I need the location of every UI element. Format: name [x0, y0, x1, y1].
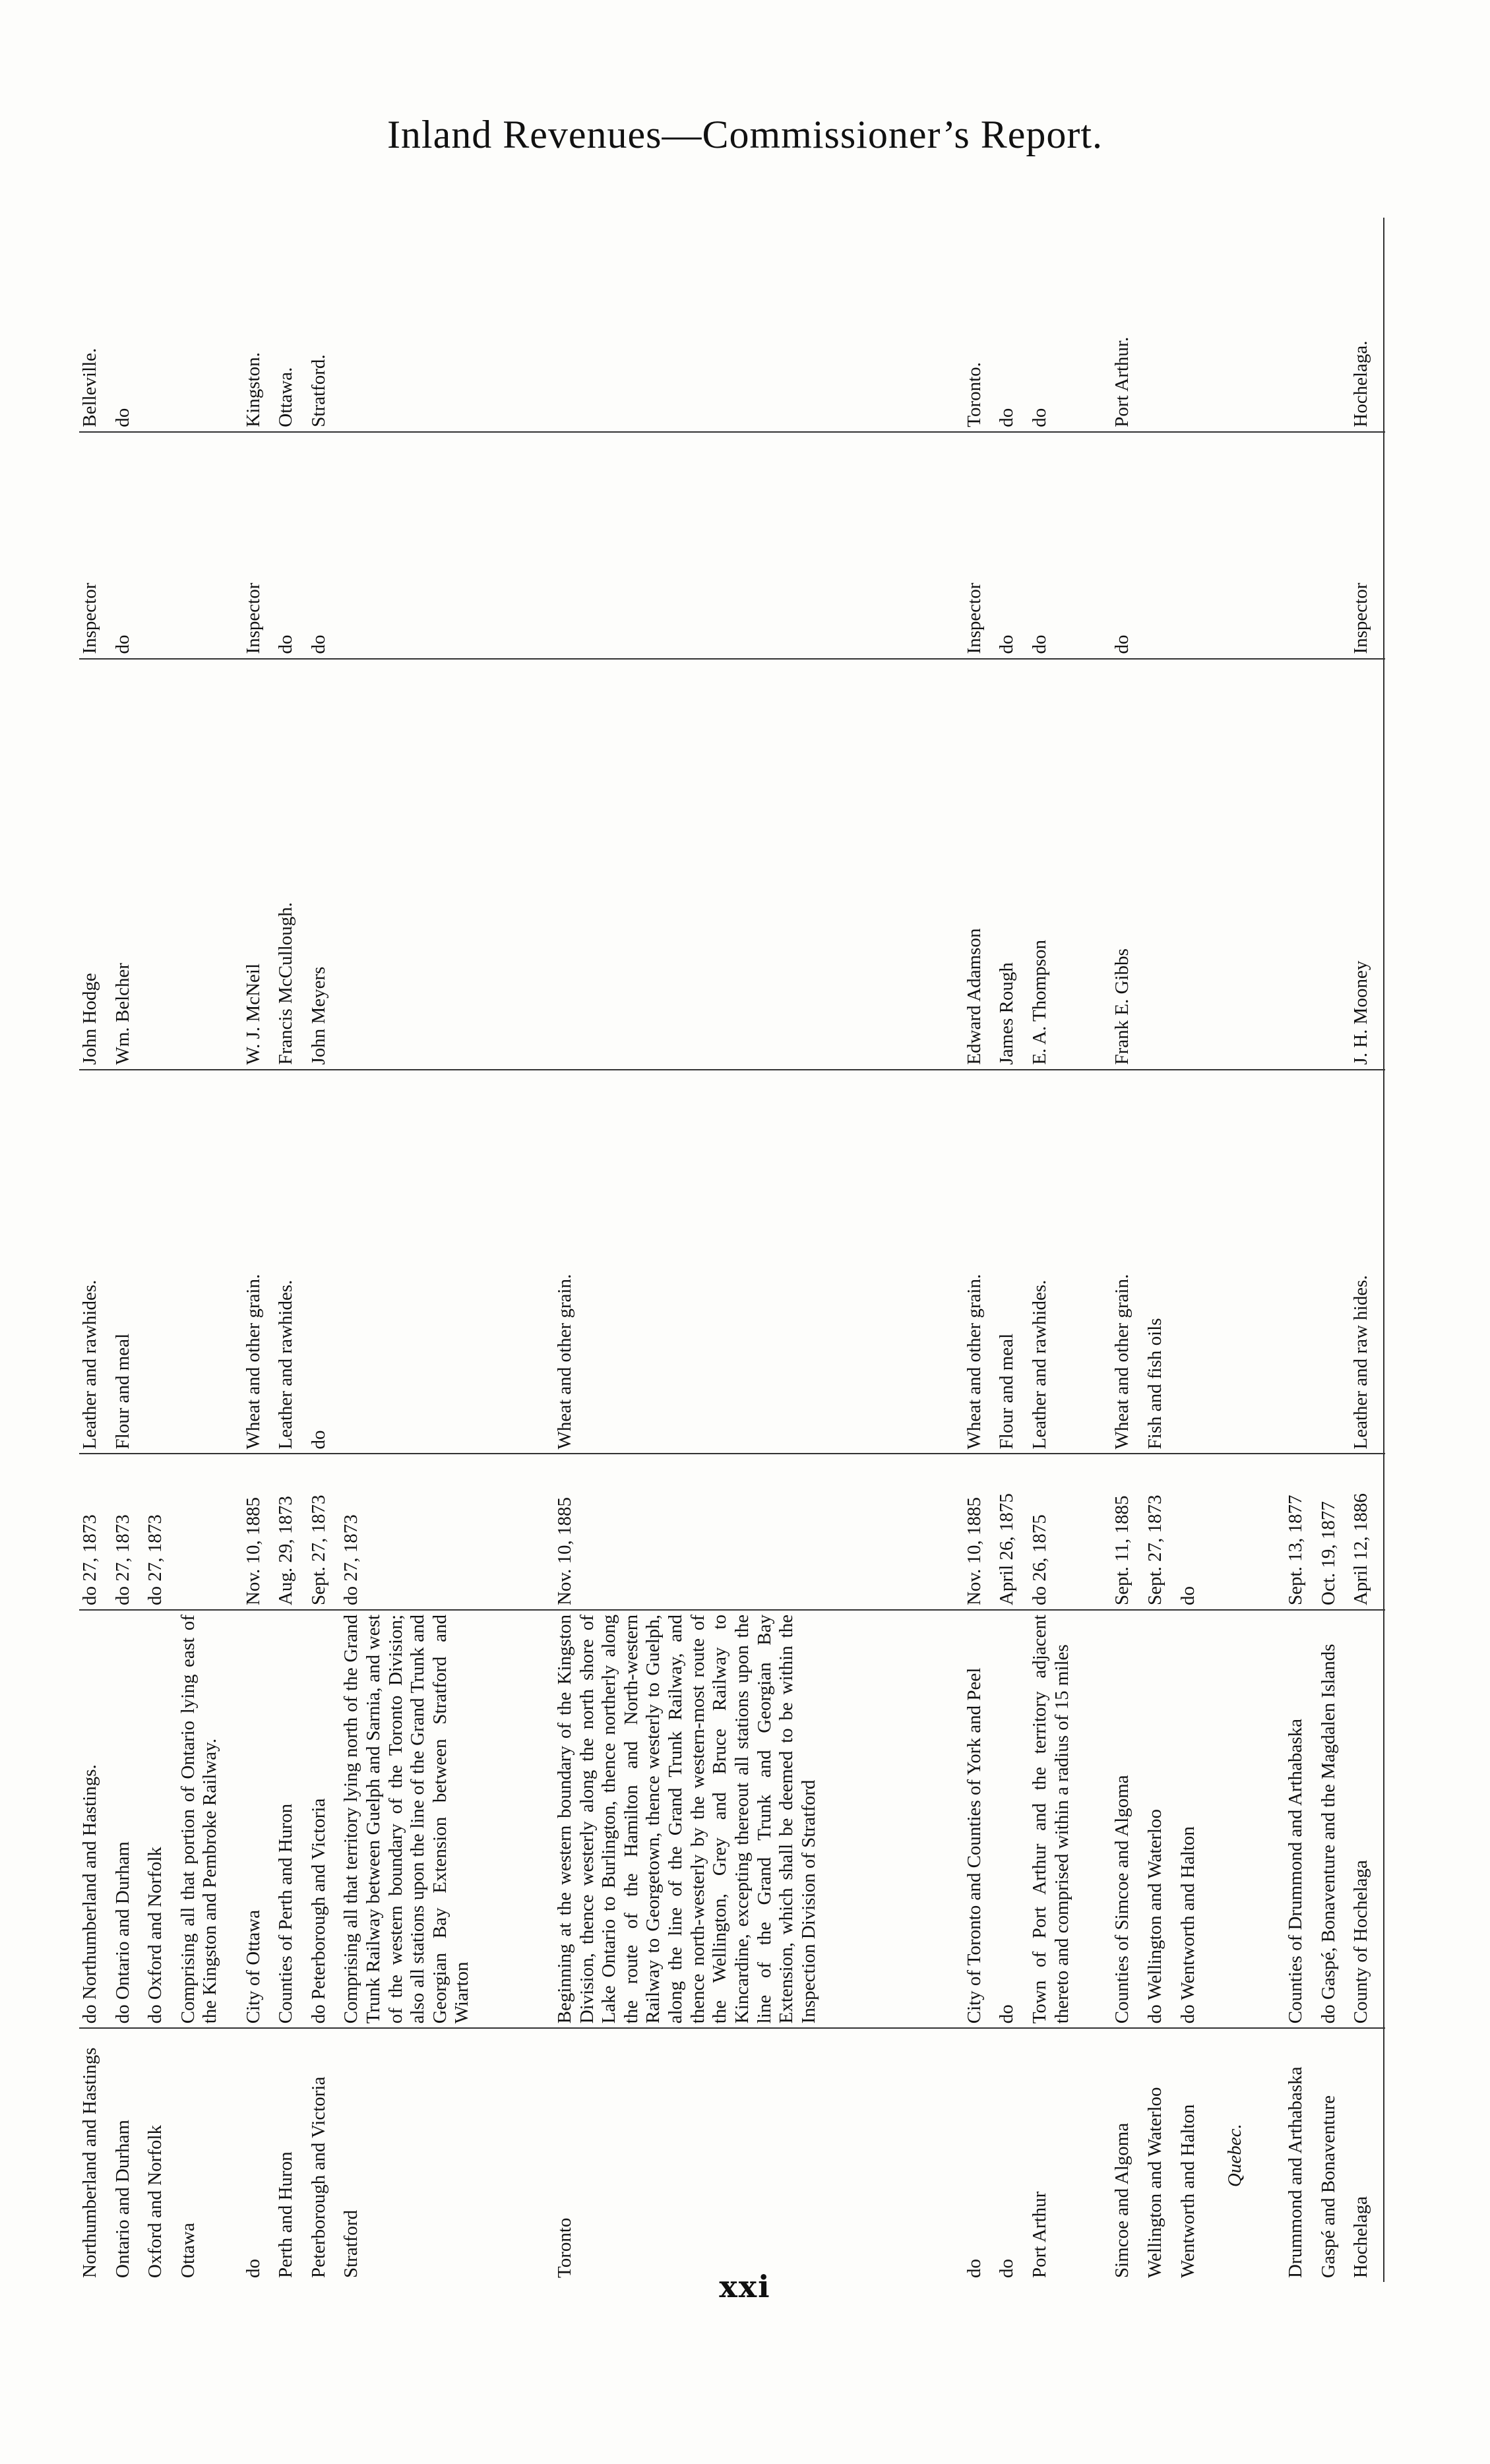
area-cell: Comprising all that territory lying north of the Grand Trunk Railway between Guelph and Sarnia, and west of the western boundary of the Toronto Division; also all stations upon the line of the Grand Trunk and Georgian Bay Extension between Stratford and Wiarton [340, 1610, 554, 2028]
area-cell: Counties of Drummond and Arthabaska [1285, 1610, 1318, 2028]
district-cell: Stratford [340, 2209, 362, 2278]
table-row [243, 218, 276, 2282]
title-cell [144, 432, 177, 659]
table-row [177, 218, 243, 2282]
date-value: 27, 1873 [79, 1514, 100, 1582]
area-cell: Town of Port Arthur and the territory adjacent thereto and comprised within a radius of 15 miles [1029, 1610, 1112, 2028]
title-cell [177, 432, 243, 659]
date-cell [996, 1454, 1029, 1610]
section-heading-quebec: Quebec. [1224, 2124, 1246, 2188]
district-cell: Toronto [553, 2217, 575, 2278]
name-cell [1144, 659, 1177, 1070]
date-value: 29, 1873 [275, 1496, 297, 1563]
title-cell [340, 432, 554, 659]
area-cell: Comprising all that portion of Ontario lying east of the Kingston and Pembroke Railway. [177, 1610, 243, 2028]
date-cell [243, 1454, 276, 1610]
title-cell [1318, 432, 1351, 659]
office-cell: Kingston. [243, 218, 276, 432]
date-value: 27, 1873 [307, 1494, 329, 1562]
area-cell: do Peterborough and Victoria [308, 1610, 341, 2028]
articles-cell: Wheat and other grain. [243, 1070, 276, 1454]
table-row [112, 218, 145, 2282]
month-value: Sept. [1144, 1566, 1166, 1606]
articles-cell: Wheat and other grain. [964, 1070, 997, 1454]
name-cell: Francis McCullough. [275, 659, 308, 1070]
name-cell: J. H. Mooney [1350, 659, 1384, 1070]
district-cell: Ottawa [177, 2223, 199, 2278]
date-cell [1177, 1454, 1210, 1610]
district-cell: Oxford and Norfolk [144, 2125, 166, 2278]
area-cell: County of Hochelaga [1350, 1610, 1384, 2028]
name-cell: W. J. McNeil [243, 659, 276, 1070]
table-row [308, 218, 341, 2282]
month-value: Sept. [307, 1566, 329, 1606]
date-cell [177, 1454, 243, 1610]
date-cell [1029, 1454, 1112, 1610]
date-cell [1111, 1454, 1144, 1610]
area-cell: do Oxford and Norfolk [144, 1610, 177, 2028]
office-cell [1285, 218, 1318, 432]
district-cell: Port Arthur [1028, 2191, 1050, 2278]
articles-cell [144, 1070, 177, 1454]
title-cell: Inspector [1350, 432, 1384, 659]
area-cell: Counties of Simcoe and Algoma [1111, 1610, 1144, 2028]
articles-cell: Leather and raw hides. [1350, 1070, 1384, 1454]
table-row [1111, 218, 1144, 2282]
table-row [275, 218, 308, 2282]
articles-cell: Leather and rawhides. [1029, 1070, 1112, 1454]
area-cell: do Ontario and Durham [112, 1610, 145, 2028]
area-cell: City of Toronto and Counties of York and Peel [964, 1610, 997, 2028]
district-cell: Drummond and Arthabaska [1285, 2066, 1307, 2278]
title-cell: do [308, 432, 341, 659]
articles-cell: Wheat and other grain. [554, 1070, 964, 1454]
month-value: do [340, 1586, 362, 1606]
title-cell [1285, 432, 1318, 659]
district-cell: Northumberland and Hastings [79, 2047, 100, 2278]
area-cell: do Northumberland and Hastings. [79, 1610, 112, 2028]
date-value: 27, 1873 [144, 1514, 166, 1582]
district-cell: Hochelaga [1350, 2028, 1384, 2282]
office-cell: do [996, 218, 1029, 432]
name-cell: Edward Adamson [964, 659, 997, 1070]
articles-cell: Leather and rawhides. [79, 1070, 112, 1454]
date-cell [1350, 1454, 1384, 1610]
office-cell [1318, 218, 1351, 432]
articles-cell: Fish and fish oils [1144, 1070, 1177, 1454]
date-cell [144, 1454, 177, 1610]
articles-cell [1177, 1070, 1210, 1454]
date-cell [308, 1454, 341, 1610]
section-row [1210, 218, 1285, 2282]
date-value: 27, 1873 [1144, 1494, 1166, 1562]
office-cell: do [1029, 218, 1112, 432]
office-cell [340, 218, 554, 432]
name-cell [177, 659, 243, 1070]
month-value: Nov. [963, 1568, 985, 1606]
articles-cell: do [308, 1070, 341, 1454]
month-value: do [144, 1586, 166, 1606]
district-cell: Wentworth and Halton [1177, 2104, 1198, 2278]
date-value: 27, 1873 [340, 1514, 362, 1582]
office-cell: Stratford. [308, 218, 341, 432]
office-cell: do [112, 218, 145, 432]
date-value: 10, 1885 [963, 1496, 985, 1564]
table-row [1144, 218, 1177, 2282]
title-cell: Inspector [79, 432, 112, 659]
title-cell: do [112, 432, 145, 659]
title-cell: do [1029, 432, 1112, 659]
table-row [144, 218, 177, 2282]
articles-cell [1318, 1070, 1351, 1454]
table-row [1177, 218, 1210, 2282]
district-cell: Peterborough and Victoria [307, 2076, 329, 2278]
area-cell: Counties of Perth and Huron [275, 1610, 308, 2028]
date-cell [964, 1454, 997, 1610]
table-row [1029, 218, 1112, 2282]
title-cell: do [996, 432, 1029, 659]
date-value: 11, 1885 [1111, 1495, 1133, 1562]
district-cell: do [996, 2259, 1018, 2278]
date-cell [112, 1454, 145, 1610]
articles-cell [1285, 1070, 1318, 1454]
title-cell: do [1111, 432, 1144, 659]
office-cell: Port Arthur. [1111, 218, 1144, 432]
date-cell [1318, 1454, 1351, 1610]
name-cell [1177, 659, 1210, 1070]
month-value: do [1177, 1586, 1198, 1606]
month-value: do [111, 1586, 133, 1606]
title-cell: Inspector [243, 432, 276, 659]
district-cell: do [963, 2259, 985, 2278]
page-number: xxi [719, 2269, 771, 2304]
date-value: 27, 1873 [111, 1514, 133, 1582]
table-row [554, 218, 964, 2282]
page-title: Inland Revenues—Commissioner’s Report. [387, 113, 1103, 156]
name-cell: John Hodge [79, 659, 112, 1070]
name-cell: Frank E. Gibbs [1111, 659, 1144, 1070]
month-value: do [1028, 1586, 1050, 1606]
table-row [1350, 218, 1384, 2282]
office-cell: Toronto. [964, 218, 997, 432]
date-cell [79, 1454, 112, 1610]
articles-cell [340, 1070, 554, 1454]
office-cell: Ottawa. [275, 218, 308, 432]
date-value: 13, 1877 [1285, 1494, 1307, 1562]
title-cell: Inspector [964, 432, 997, 659]
date-cell [340, 1454, 554, 1610]
table-row [1318, 218, 1351, 2282]
table-row [996, 218, 1029, 2282]
district-cell: Wellington and Waterloo [1144, 2087, 1166, 2278]
district-cell: Gaspé and Bonaventure [1317, 2095, 1339, 2278]
title-cell [1177, 432, 1210, 659]
date-cell [1144, 1454, 1177, 1610]
name-cell: E. A. Thompson [1029, 659, 1112, 1070]
date-cell [554, 1454, 964, 1610]
date-value: 19, 1877 [1317, 1501, 1339, 1568]
name-cell: Wm. Belcher [112, 659, 145, 1070]
month-value: do [79, 1586, 100, 1606]
month-value: April [996, 1564, 1018, 1606]
name-cell [1318, 659, 1351, 1070]
area-cell: City of Ottawa [243, 1610, 276, 2028]
name-cell [144, 659, 177, 1070]
title-cell [1144, 432, 1177, 659]
name-cell [340, 659, 554, 1070]
area-cell: do Gaspé, Bonaventure and the Magdalen Islands [1318, 1610, 1351, 2028]
articles-cell: Flour and meal [112, 1070, 145, 1454]
date-value: 10, 1885 [242, 1496, 264, 1564]
title-cell: do [275, 432, 308, 659]
district-cell: Simcoe and Algoma [1111, 2122, 1133, 2278]
articles-cell [177, 1070, 243, 1454]
area-cell: do Wellington and Waterloo [1144, 1610, 1177, 2028]
month-value: Sept. [1285, 1566, 1307, 1606]
office-cell [177, 218, 243, 432]
table-row [340, 218, 554, 2282]
office-cell: Belleville. [79, 218, 112, 432]
office-cell [144, 218, 177, 432]
district-cell: do [242, 2259, 264, 2278]
month-value: Nov. [553, 1568, 575, 1606]
area-cell: do [996, 1610, 1029, 2028]
title-cell [554, 432, 964, 659]
name-cell: James Rough [996, 659, 1029, 1070]
month-value: Oct. [1317, 1572, 1339, 1606]
name-cell: John Meyers [308, 659, 341, 1070]
date-cell [275, 1454, 308, 1610]
date-value: 12, 1886 [1350, 1493, 1372, 1560]
table-row [79, 218, 112, 2282]
date-value: 26, 1875 [1028, 1514, 1050, 1582]
area-cell: do Wentworth and Halton [1177, 1610, 1210, 2028]
divisions-table [79, 218, 1385, 2282]
name-cell [1285, 659, 1318, 1070]
area-cell: Beginning at the western boundary of the Kingston Division, thence westerly along the north shore of Lake Ontario to Burlington, thence northerly along the route of the Hamilton and North-western Railway to Georgetown, thence westerly to Guelph, along the line of the Grand Trunk Railway, and thence north-westerly by the western-most route of the Wellington, Grey and Bruce Railway to Kincardine, excepting thereout all stations upon the line of the Grand Trunk and Georgian Bay Extension, which shall be deemed to be within the Inspection Division of Stratford [554, 1610, 964, 2028]
table-row [964, 218, 997, 2282]
articles-cell: Flour and meal [996, 1070, 1029, 1454]
date-value: 10, 1885 [553, 1496, 575, 1564]
inspection-divisions-table [79, 218, 1385, 2282]
date-value: 26, 1875 [996, 1493, 1018, 1560]
office-cell [1177, 218, 1210, 432]
month-value: Aug. [275, 1567, 297, 1606]
filler-row [1384, 218, 1385, 2282]
office-cell: Hochelaga. [1350, 218, 1384, 432]
month-value: Sept. [1111, 1566, 1133, 1606]
name-cell [554, 659, 964, 1070]
district-cell: Ontario and Durham [111, 2120, 133, 2278]
month-value: April [1350, 1564, 1372, 1606]
month-value: Nov. [242, 1568, 264, 1606]
date-cell [1285, 1454, 1318, 1610]
articles-cell: Wheat and other grain. [1111, 1070, 1144, 1454]
table-row [1285, 218, 1318, 2282]
articles-cell: Leather and rawhides. [275, 1070, 308, 1454]
office-cell [1144, 218, 1177, 432]
district-cell: Perth and Huron [275, 2151, 297, 2278]
office-cell [554, 218, 964, 432]
